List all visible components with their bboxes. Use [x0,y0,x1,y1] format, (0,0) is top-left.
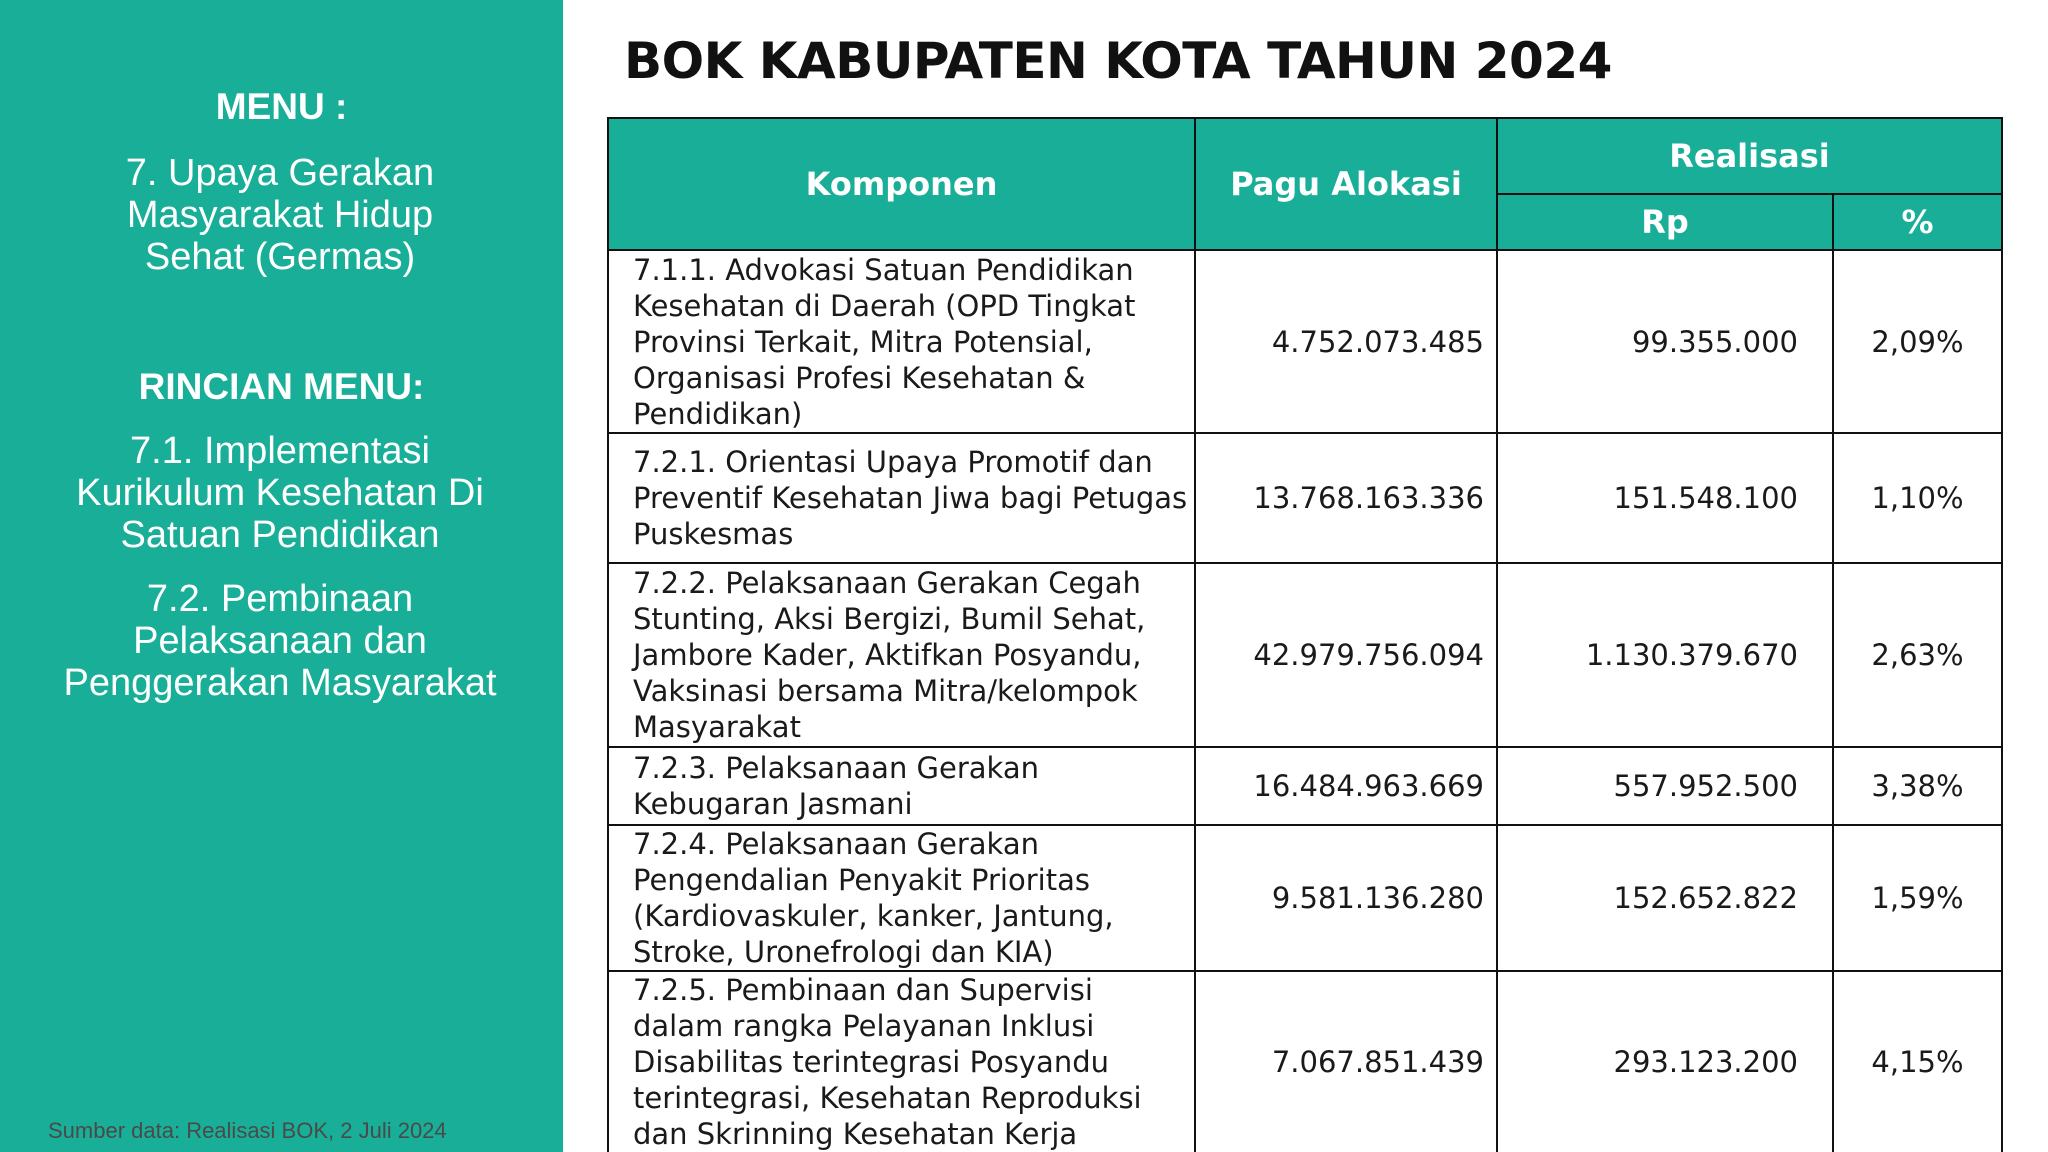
cell-realisasi-percent: 2,63% [1833,563,2002,747]
header-komponen: Komponen [608,118,1195,250]
header-percent: % [1833,194,2002,250]
cell-realisasi-rp: 1.130.379.670 [1497,563,1833,747]
sidebar-panel [0,0,563,1152]
cell-pagu: 13.768.163.336 [1195,433,1497,563]
cell-komponen: 7.1.1. Advokasi Satuan Pendidikan Kesehatan di Daerah (OPD Tingkat Provinsi Terkait, Mitra Potensial, Organisasi Profesi Kesehatan & Pendidikan) [608,250,1195,433]
header-row [608,118,2002,194]
table-row [608,747,2002,825]
cell-pagu: 4.752.073.485 [1195,250,1497,433]
header-pagu-alokasi: Pagu Alokasi [1195,118,1497,250]
page-title: BOK KABUPATEN KOTA TAHUN 2024 [624,32,1612,90]
cell-pagu: 42.979.756.094 [1195,563,1497,747]
source-note: Sumber data: Realisasi BOK, 2 Juli 2024 [48,1118,447,1143]
table-row [608,250,2002,433]
menu-line: 7. Upaya Gerakan [125,152,435,194]
rincian-line: Kurikulum Kesehatan Di [76,472,484,514]
cell-pagu: 9.581.136.280 [1195,825,1497,971]
cell-pagu: 16.484.963.669 [1195,747,1497,825]
cell-realisasi-percent: 1,10% [1833,433,2002,563]
table-row [608,563,2002,747]
rincian-line: Satuan Pendidikan [120,514,440,556]
cell-komponen: 7.2.4. Pelaksanaan Gerakan Pengendalian Penyakit Prioritas (Kardiovaskuler, kanker, Jantung, Stroke, Uronefrologi dan KIA) [608,825,1195,971]
cell-komponen: 7.2.5. Pembinaan dan Supervisi dalam rangka Pelayanan Inklusi Disabilitas terintegrasi Posyandu terintegrasi, Kesehatan Reproduksi dan Skrinning Kesehatan Kerja [608,971,1195,1152]
header-rp: Rp [1497,194,1833,250]
menu-title [20,152,540,278]
menu-line: Sehat (Germas) [144,236,416,278]
cell-realisasi-rp: 152.652.822 [1497,825,1833,971]
cell-komponen: 7.2.1. Orientasi Upaya Promotif dan Preventif Kesehatan Jiwa bagi Petugas Puskesmas [608,433,1195,563]
rincian-line: Pelaksanaan dan [133,620,427,662]
cell-realisasi-percent: 3,38% [1833,747,2002,825]
cell-realisasi-percent: 4,15% [1833,971,2002,1152]
budget-table [607,117,2003,1152]
rincian-item-7-1 [20,430,540,556]
header-realisasi: Realisasi [1497,118,2002,194]
cell-realisasi-rp: 151.548.100 [1497,433,1833,563]
table-row [608,971,2002,1152]
rincian-line: 7.1. Implementasi [130,430,430,472]
rincian-line: Penggerakan Masyarakat [63,662,497,704]
cell-pagu: 7.067.851.439 [1195,971,1497,1152]
cell-realisasi-rp: 293.123.200 [1497,971,1833,1152]
menu-heading: MENU : [215,86,348,127]
cell-realisasi-rp: 557.952.500 [1497,747,1833,825]
table-row [608,825,2002,971]
rincian-line: 7.2. Pembinaan [146,578,414,620]
cell-realisasi-rp: 99.355.000 [1497,250,1833,433]
cell-realisasi-percent: 2,09% [1833,250,2002,433]
cell-komponen: 7.2.3. Pelaksanaan Gerakan Kebugaran Jasmani [608,747,1195,825]
cell-komponen: 7.2.2. Pelaksanaan Gerakan Cegah Stunting, Aksi Bergizi, Bumil Sehat, Jambore Kader, Aktifkan Posyandu, Vaksinasi bersama Mitra/kelompok Masyarakat [608,563,1195,747]
rincian-heading: RINCIAN MENU: [138,366,425,407]
menu-line: Masyarakat Hidup [126,194,434,236]
rincian-item-7-2 [20,578,540,704]
cell-realisasi-percent: 1,59% [1833,825,2002,971]
table-row [608,433,2002,563]
